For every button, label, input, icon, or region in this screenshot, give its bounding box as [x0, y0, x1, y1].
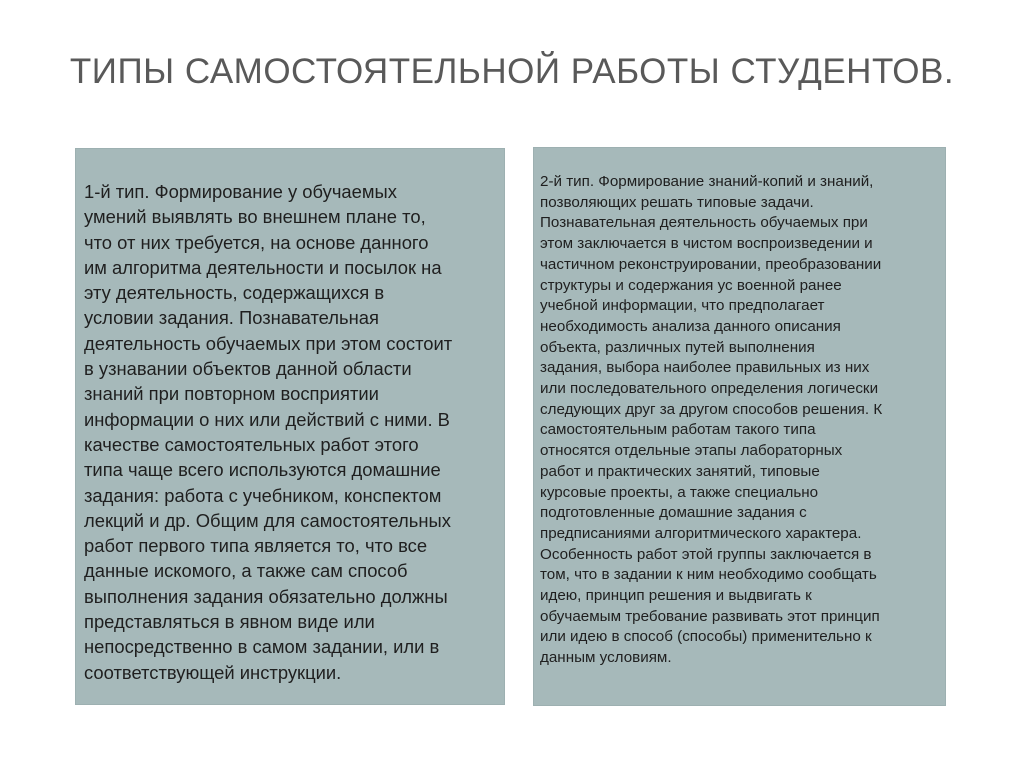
text-line: что от них требуется, на основе данного	[84, 231, 429, 253]
text-line: 2-й тип. Формирование знаний-копий и знаний,	[540, 173, 874, 190]
text-line: знаний при повторном восприятии	[84, 383, 379, 405]
text-line: подготовленные домашние задания с	[540, 504, 807, 522]
text-line: позволяющих решать типовые задачи.	[540, 193, 814, 211]
text-line: работ первого типа является то, что все	[84, 535, 428, 557]
text-line: самостоятельным работам такого типа	[540, 421, 816, 439]
text-line: соответствующей инструкции.	[84, 661, 342, 683]
text-line: курсовые проекты, а также специально	[540, 483, 819, 501]
text-line: структуры и содержания ус военной ранее	[540, 276, 842, 294]
text-line: выполнения задания обязательно должны	[84, 585, 448, 607]
text-line: или идею в способ (способы) применительно к	[540, 628, 872, 646]
text-line: объекта, различных путей выполнения	[540, 338, 815, 356]
text-line: относятся отдельные этапы лабораторных	[540, 442, 843, 460]
text-line: необходимость анализа данного описания	[540, 317, 841, 335]
text-line: идею, принцип решения и выдвигать к	[540, 587, 812, 605]
text-line: информации о них или действий с ними. В	[84, 408, 450, 430]
text-line: данным условиям.	[540, 649, 672, 667]
text-line: условии задания. Познавательная	[84, 307, 379, 329]
text-line: следующих друг за другом способов решения. К	[540, 400, 883, 418]
text-line: 1-й тип. Формирование у обучаемых	[84, 181, 397, 202]
type-1-text-box	[75, 148, 505, 705]
text-line: Особенность работ этой группы заключается в	[540, 545, 872, 563]
text-line: или последовательного определения логически	[540, 380, 879, 398]
text-line: данные искомого, а также сам способ	[84, 560, 408, 582]
text-line: частичном реконструировании, преобразовании	[540, 255, 882, 273]
text-line: умений выявлять во внешнем плане то,	[84, 206, 426, 228]
text-line: Познавательная деятельность обучаемых при	[540, 214, 868, 232]
type-2-text-box	[533, 147, 946, 706]
text-line: том, что в задании к ним необходимо сообщать	[540, 566, 877, 584]
text-line: лекций и др. Общим для самостоятельных	[84, 509, 451, 531]
text-line: работ и практических занятий, типовые	[540, 462, 820, 480]
text-line: представляться в явном виде или	[84, 611, 375, 633]
text-line: обучаемым требование развивать этот принцип	[540, 607, 880, 625]
text-line: деятельность обучаемых при этом состоит	[84, 332, 453, 354]
text-line: задания: работа с учебником, конспектом	[84, 484, 442, 506]
text-line: задания, выбора наиболее правильных из них	[540, 359, 870, 377]
text-line: качестве самостоятельных работ этого	[84, 433, 419, 455]
text-line: предписаниями алгоритмического характера.	[540, 524, 862, 542]
text-line: этом заключается в чистом воспроизведении и	[540, 235, 873, 253]
text-line: типа чаще всего используются домашние	[84, 459, 441, 481]
text-line: непосредственно в самом задании, или в	[84, 636, 440, 658]
text-line: эту деятельность, содержащихся в	[84, 282, 385, 304]
slide-title: ТИПЫ САМОСТОЯТЕЛЬНОЙ РАБОТЫ СТУДЕНТОВ.	[69, 52, 955, 91]
text-line: в узнавании объектов данной области	[84, 358, 412, 380]
text-line: им алгоритма деятельности и посылок на	[84, 256, 442, 278]
text-line: учебной информации, что предполагает	[540, 297, 825, 315]
